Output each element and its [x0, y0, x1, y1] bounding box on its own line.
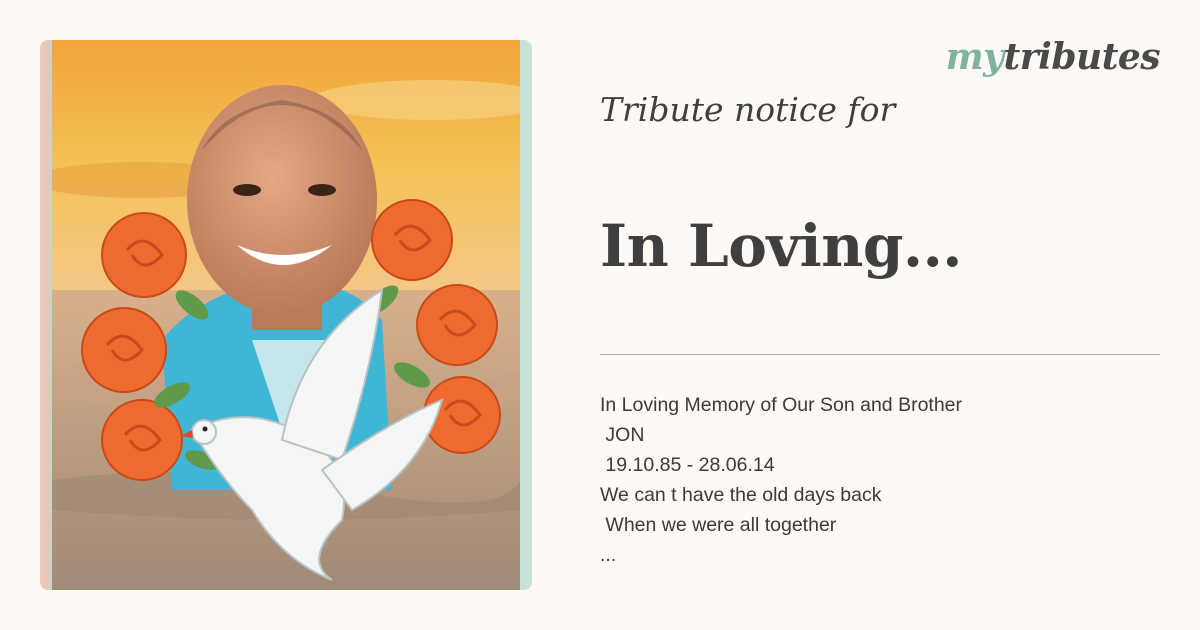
excerpt-line: 19.10.85 - 28.06.14 [600, 454, 775, 476]
excerpt-line: ... [600, 544, 617, 566]
tribute-label: Tribute notice for [600, 90, 896, 129]
tribute-title: In Loving... [600, 212, 962, 280]
logo-my: my [945, 36, 1004, 78]
excerpt-line: In Loving Memory of Our Son and Brother [600, 394, 963, 416]
tribute-excerpt [600, 390, 1160, 570]
mytributes-logo[interactable] [946, 36, 1160, 78]
logo-tributes: tributes [1003, 36, 1160, 78]
memorial-photo-frame [40, 40, 532, 590]
excerpt-line: We can t have the old days back [600, 484, 882, 506]
memorial-photo [52, 40, 520, 590]
excerpt-line: When we were all together [600, 514, 837, 536]
divider [600, 354, 1160, 355]
excerpt-line: JON [600, 424, 645, 446]
